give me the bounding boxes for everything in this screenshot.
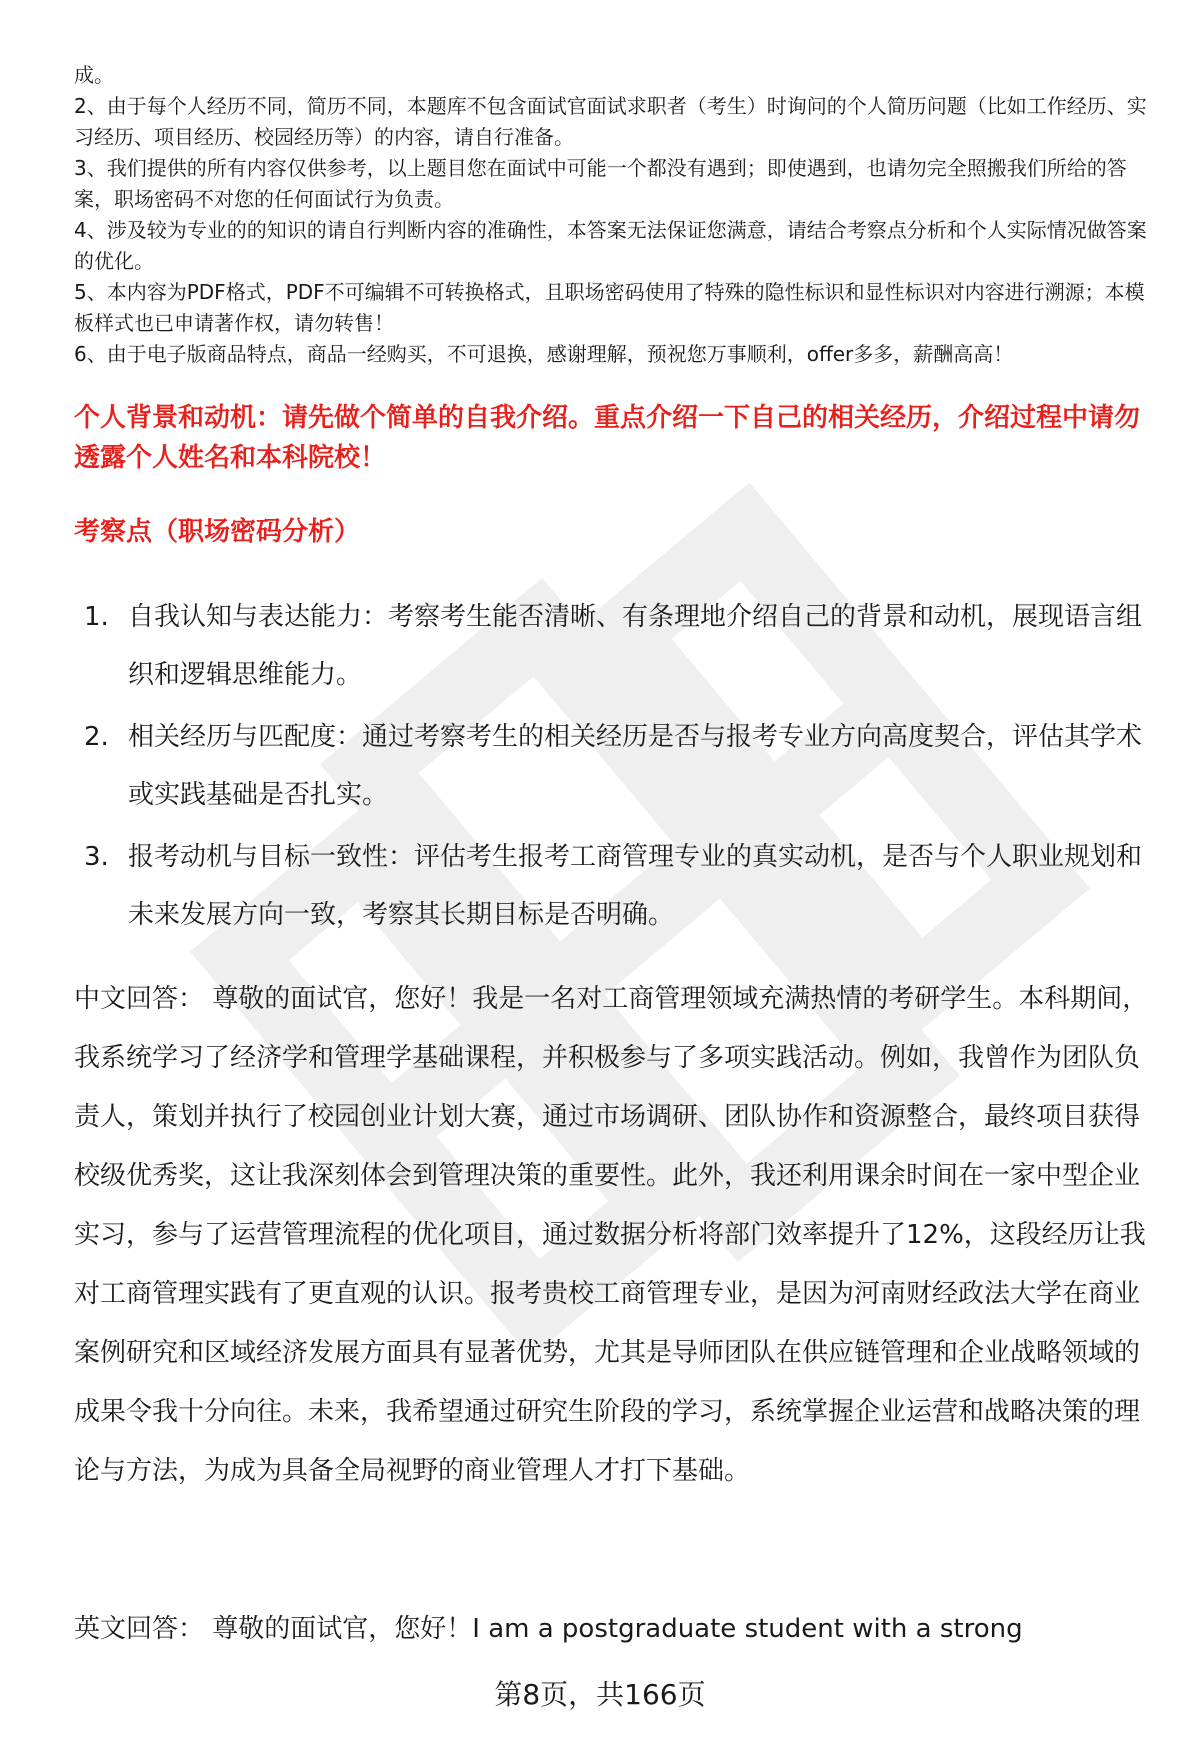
list-item-number: 3. bbox=[84, 842, 109, 872]
note-line: 6、由于电子版商品特点，商品一经购买，不可退换，感谢理解，预祝您万事顺利，offer多多，薪酬高高！ bbox=[74, 342, 1014, 366]
key-points-title: 考察点（职场密码分析） bbox=[74, 517, 361, 547]
list-item-text: 报考动机与目标一致性：评估考生报考工商管理专业的真实动机，是否与个人职业规划和未来发展方向一致，考察其长期目标是否明确。 bbox=[128, 842, 1143, 930]
answer-english: 英文回答： 尊敬的面试官，您好！I am a postgraduate student with a strong bbox=[74, 1614, 1023, 1644]
note-line: 4、涉及较为专业的的知识的请自行判断内容的准确性，本答案无法保证您满意，请结合考察点分析和个人实际情况做答案的优化。 bbox=[74, 218, 1147, 273]
note-line: 3、我们提供的所有内容仅供参考，以上题目您在面试中可能一个都没有遇到；即使遇到，也请勿完全照搬我们所给的答案，职场密码不对您的任何面试行为负责。 bbox=[74, 156, 1127, 211]
disclaimer-notes bbox=[74, 60, 1154, 370]
note-line: 2、由于每个人经历不同，简历不同，本题库不包含面试官面试求职者（考生）时询问的个人简历问题（比如工作经历、实习经历、项目经历、校园经历等）的内容，请自行准备。 bbox=[74, 94, 1147, 149]
note-line: 5、本内容为PDF格式，PDF不可编辑不可转换格式，且职场密码使用了特殊的隐性标识和显性标识对内容进行溯源；本模板样式也已申请著作权，请勿转售！ bbox=[74, 280, 1145, 335]
list-item bbox=[84, 828, 1154, 944]
list-item-text: 自我认知与表达能力：考察考生能否清晰、有条理地介绍自己的背景和动机，展现语言组织和逻辑思维能力。 bbox=[128, 602, 1143, 690]
list-item-number: 2. bbox=[84, 722, 109, 752]
list-item bbox=[84, 708, 1154, 824]
interview-question: 个人背景和动机：请先做个简单的自我介绍。重点介绍一下自己的相关经历，介绍过程中请勿透露个人姓名和本科院校！ bbox=[74, 403, 1141, 473]
page-number: 第8页，共166页 bbox=[494, 1678, 706, 1711]
list-item bbox=[84, 588, 1154, 704]
answer-chinese: 中文回答： 尊敬的面试官，您好！我是一名对工商管理领域充满热情的考研学生。本科期间，我系统学习了经济学和管理学基础课程，并积极参与了多项实践活动。例如，我曾作为团队负责人，策划并执行了校园创业计划大赛，通过市场调研、团队协作和资源整合，最终项目获得校级优秀奖，这让我深刻体会到管理决策的重要性。此外，我还利用课余时间在一家中型企业实习，参与了运营管理流程的优化项目，通过数据分析将部门效率提升了12%，这段经历让我对工商管理实践有了更直观的认识。报考贵校工商管理专业，是因为河南财经政法大学在商业案例研究和区域经济发展方面具有显著优势，尤其是导师团队在供应链管理和企业战略领域的成果令我十分向往。未来，我希望通过研究生阶段的学习，系统掌握企业运营和战略决策的理论与方法，为成为具备全局视野的商业管理人才打下基础。 bbox=[74, 984, 1149, 1486]
list-item-number: 1. bbox=[84, 602, 109, 632]
list-item-text: 相关经历与匹配度：通过考察考生的相关经历是否与报考专业方向高度契合，评估其学术或实践基础是否扎实。 bbox=[128, 722, 1143, 810]
key-points-list bbox=[84, 588, 1154, 948]
note-line: 成。 bbox=[74, 63, 114, 87]
